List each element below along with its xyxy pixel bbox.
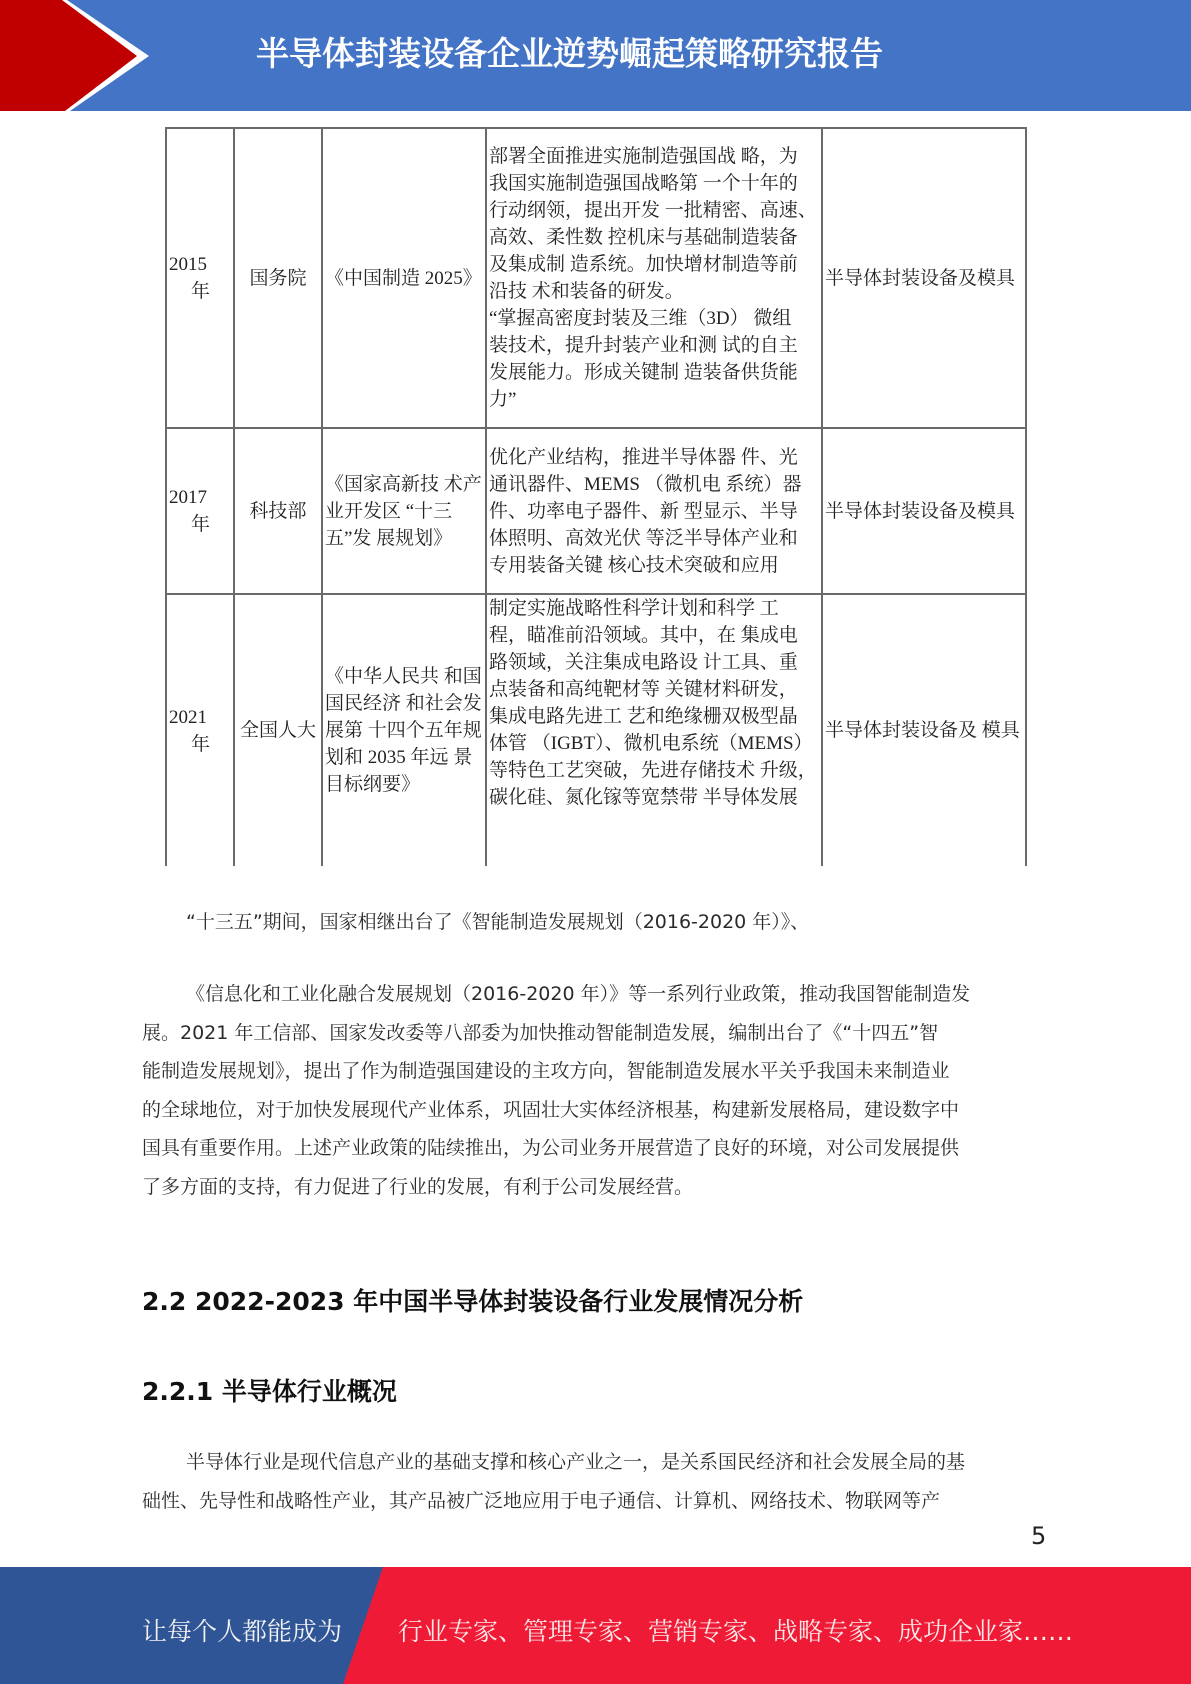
text-line: 半导体行业是现代信息产业的基础支撑和核心产业之一，是关系国民经济和社会发展全局的基: [186, 1451, 966, 1473]
content-line: 力”: [489, 389, 517, 410]
paragraph-semiconductor-overview: [142, 1443, 1047, 1520]
text-line: 能制造发展规划》，提出了作为制造强国建设的主攻方向，智能制造发展水平关乎我国未来制造业: [142, 1060, 950, 1082]
year-value: 2017: [169, 487, 207, 508]
content-line: 沿技 术和装备的研发。: [489, 281, 684, 302]
text-line: 了多方面的支持，有力促进了行业的发展，有利于公司发展经营。: [142, 1175, 694, 1198]
footer-slogan-left: 让每个人都能成为: [142, 1617, 343, 1646]
content-line: 体照明、高效光伏 等泛半导体产业和: [489, 527, 798, 549]
content-line: 通讯器件、MEMS （微机电 系统）器: [489, 473, 802, 495]
section-heading-2-2-1: 2.2.1 半导体行业概况: [142, 1377, 397, 1406]
year-unit: 年: [191, 514, 211, 535]
content-line: 及集成制 造系统。加快增材制造等前: [489, 254, 798, 275]
page-number: 5: [1031, 1522, 1047, 1550]
policy-table: [165, 127, 1027, 866]
content-line: 行动纲领，提出开发 一批精密、高速、: [489, 200, 817, 221]
content-line: 集成电路先进工 艺和绝缘栅双极型晶: [489, 706, 798, 727]
chevron-decoration: [0, 0, 200, 111]
year-unit: 年: [191, 733, 211, 755]
content-line: 制定实施战略性科学计划和科学 工: [489, 598, 779, 619]
content-line: 优化产业结构，推进半导体器 件、光: [489, 446, 798, 468]
content-line: 程，瞄准前沿领域。其中，在 集成电: [489, 625, 798, 646]
text-line: “十三五”期间，国家相继出台了《智能制造发展规划（2016-2020 年）》、: [186, 911, 810, 933]
cell-issuing-body: 全国人大: [234, 594, 322, 866]
page-footer: [0, 1567, 1191, 1684]
content-line: 碳化硅、氮化镓等宽禁带 半导体发展: [489, 787, 798, 808]
cell-relevant-scope: 半导体封装设备及模具: [822, 428, 1026, 594]
text-line: 的全球地位，对于加快发展现代产业体系，巩固壮大实体经济根基，构建新发展格局，建设数字中: [142, 1098, 960, 1121]
content-line: 部署全面推进实施制造强国战 略，为: [489, 146, 798, 167]
table-row: [166, 128, 1026, 428]
paragraph-13th-five-year: [142, 903, 1047, 942]
cell-policy-content: [486, 594, 822, 866]
cell-policy-document: 《中华人民共 和国国民经济 和社会发展第 十四个五年规 划和 2035 年远 景目标纲要》: [322, 594, 486, 866]
section-heading-2-2: 2.2 2022-2023 年中国半导体封装设备行业发展情况分析: [142, 1287, 804, 1316]
content-line: “掌握高密度封装及三维（3D） 微组: [489, 308, 792, 329]
cell-issuing-body: 国务院: [234, 128, 322, 428]
cell-policy-document: 《中国制造 2025》: [322, 128, 486, 428]
cell-issuing-body: 科技部: [234, 428, 322, 594]
table-row: [166, 428, 1026, 594]
content-line: 路领域，关注集成电路设 计工具、重: [489, 652, 798, 673]
year-value: 2021: [169, 706, 207, 728]
content-line: 件、功率电子器件、新 型显示、半导: [489, 500, 798, 522]
content-line: 专用装备关键 核心技术突破和应用: [489, 554, 779, 576]
year-unit: 年: [191, 281, 211, 302]
cell-year: [166, 128, 234, 428]
cell-year: [166, 428, 234, 594]
content-line: 点装备和高纯靶材等 关键材料研发，: [489, 679, 798, 700]
cell-policy-content: [486, 128, 822, 428]
paragraph-intelligent-manufacturing: [142, 975, 1047, 1206]
cell-relevant-scope: 半导体封装设备及模具: [822, 128, 1026, 428]
report-title: 半导体封装设备企业逆势崛起策略研究报告: [256, 34, 883, 73]
page-header: [0, 0, 1191, 111]
content-line: 发展能力。形成关键制 造装备供货能: [489, 362, 798, 383]
cell-policy-content: [486, 428, 822, 594]
table-row: [166, 594, 1026, 866]
text-line: 础性、先导性和战略性产业，其产品被广泛地应用于电子通信、计算机、网络技术、物联网等产: [142, 1489, 941, 1512]
content-line: 等特色工艺突破，先进存储技术 升级，: [489, 760, 817, 781]
cell-year: [166, 594, 234, 866]
chevron-red: [0, 0, 137, 111]
text-line: 展。2021 年工信部、国家发改委等八部委为加快推动智能制造发展，编制出台了《“十四五”智: [142, 1021, 939, 1044]
text-line: 《信息化和工业化融合发展规划（2016-2020 年）》等一系列行业政策，推动我国智能制造发: [186, 983, 971, 1005]
text-line: 国具有重要作用。上述产业政策的陆续推出，为公司业务开展营造了良好的环境，对公司发展提供: [142, 1137, 960, 1159]
content-line: 高效、柔性数 控机床与基础制造装备: [489, 227, 798, 248]
content-line: 装技术，提升封装产业和测 试的自主: [489, 335, 798, 356]
content-line: 体管 （IGBT）、微机电系统（MEMS）: [489, 733, 813, 754]
cell-policy-document: 《国家高新技 术产业开发区 “十三五”发 展规划》: [322, 428, 486, 594]
footer-slogan-right: 行业专家、管理专家、营销专家、战略专家、成功企业家……: [398, 1617, 1074, 1646]
cell-relevant-scope: 半导体封装设备及 模具: [822, 594, 1026, 866]
content-line: 我国实施制造强国战略第 一个十年的: [489, 173, 798, 194]
year-value: 2015: [169, 254, 207, 275]
